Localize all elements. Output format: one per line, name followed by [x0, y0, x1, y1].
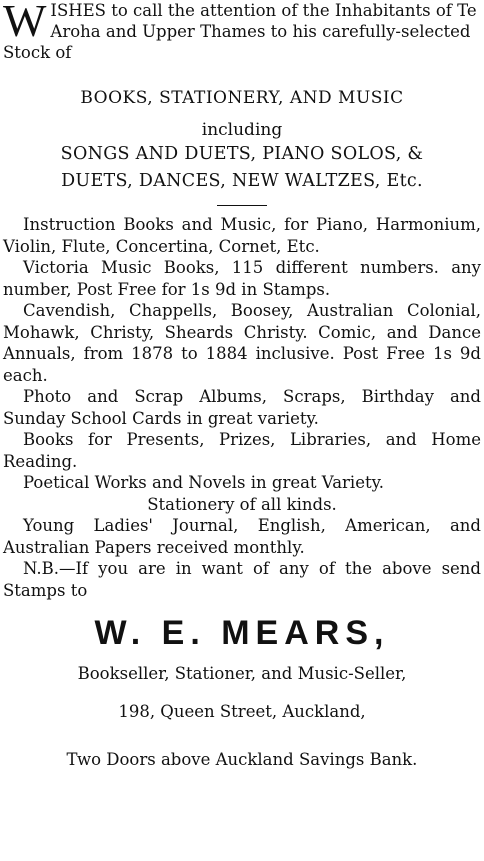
item-list: [3, 214, 481, 601]
footer-location: Two Doors above Auckland Savings Bank.: [66, 750, 418, 769]
paragraph-journal: Young Ladies' Journal, English, American, and Australian Papers received monthly.: [3, 516, 481, 557]
heading-line-1: SONGS AND DUETS, PIANO SOLOS, &: [60, 144, 424, 164]
paragraph-poetical: Poetical Works and Novels in great Variety.: [23, 473, 384, 492]
brand-name: W. E. MEARS,: [94, 614, 390, 652]
paragraph-annuals: Cavendish, Chappells, Boosey, Australian Colonial, Mohawk, Christy, Sheards Christy. Comic, and Dance Annuals, from 1878 to 1884 inclusive. Post Free 1s 9d each.: [3, 301, 481, 385]
divider: [217, 205, 267, 206]
paragraph-nb: N.B.—If you are in want of any of the above send Stamps to: [3, 559, 481, 600]
footer-occupation: Bookseller, Stationer, and Music-Seller,: [77, 664, 407, 683]
stationery-line: Stationery of all kinds.: [147, 494, 337, 514]
intro-text: ISHES to call the attention of the Inhabitants of Te Aroha and Upper Thames to his carefully-selected Stock of: [3, 1, 477, 62]
heading-line-2: DUETS, DANCES, NEW WALTZES, Etc.: [61, 171, 423, 191]
intro-paragraph: [3, 0, 481, 63]
main-heading: BOOKS, STATIONERY, AND MUSIC: [80, 88, 404, 108]
drop-cap: W: [3, 0, 47, 46]
including-label: including: [201, 120, 283, 140]
footer-address: 198, Queen Street, Auckland,: [118, 702, 366, 721]
paragraph-presents: Books for Presents, Prizes, Libraries, and Home Reading.: [3, 430, 481, 471]
paragraph-instruction: Instruction Books and Music, for Piano, Harmonium, Violin, Flute, Concertina, Cornet, Etc.: [3, 215, 481, 256]
paragraph-albums: Photo and Scrap Albums, Scraps, Birthday and Sunday School Cards in great variety.: [3, 387, 481, 428]
paragraph-victoria: Victoria Music Books, 115 different numbers. any number, Post Free for 1s 9d in Stamps.: [3, 258, 481, 299]
